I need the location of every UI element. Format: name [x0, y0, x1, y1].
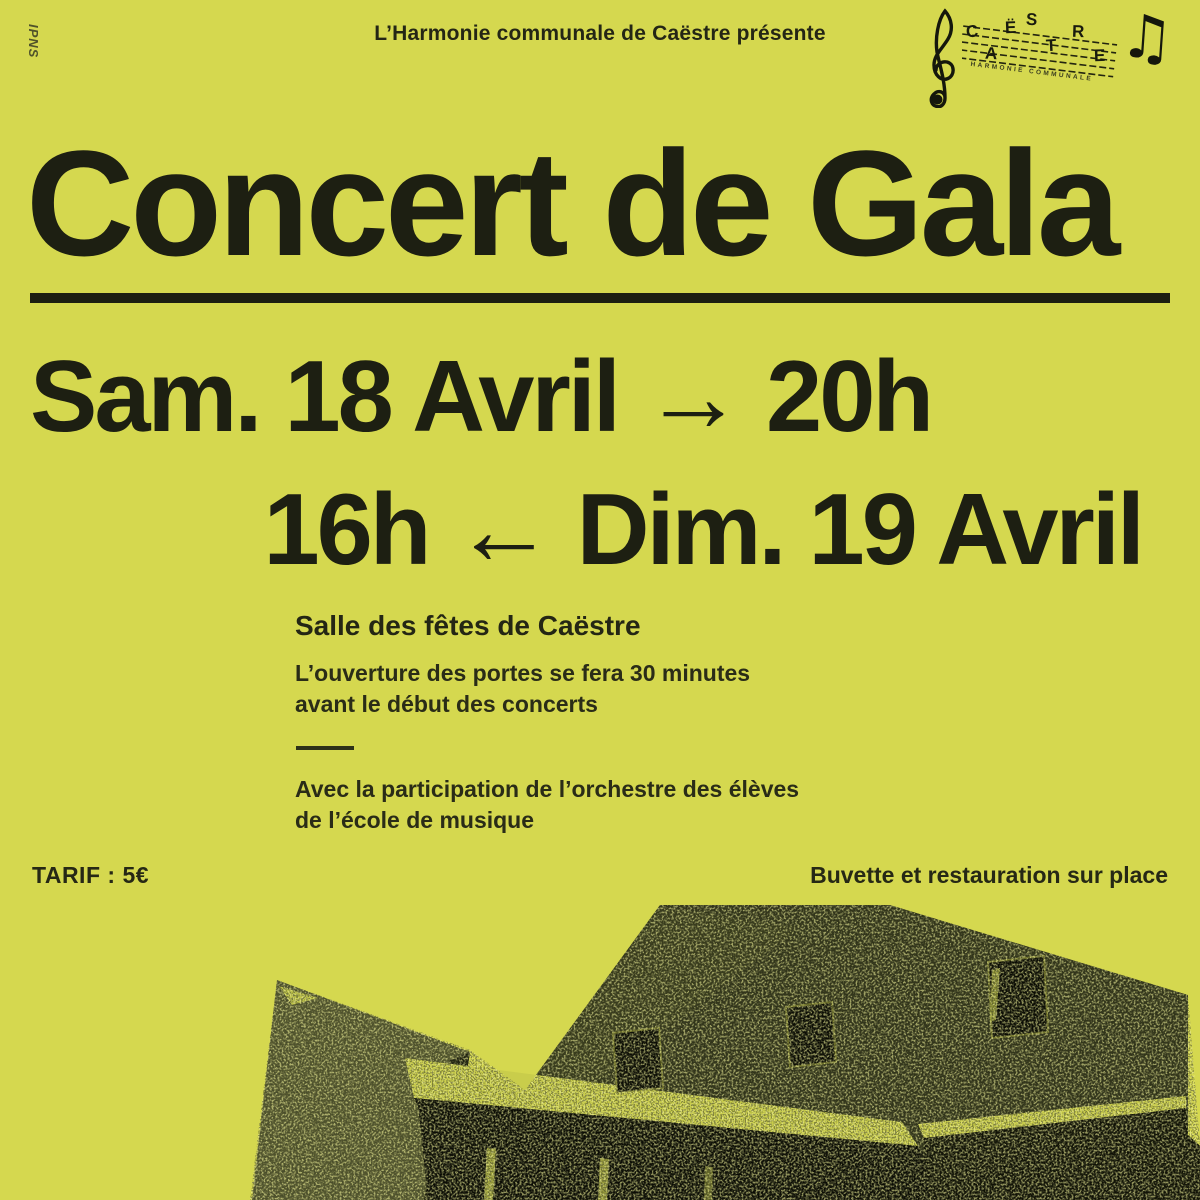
building-photo	[0, 900, 1200, 1200]
doors-info-line2: avant le début des concerts	[295, 691, 598, 717]
amenities-label: Buvette et restauration sur place	[810, 862, 1168, 888]
presenter-line: L’Harmonie communale de Caëstre présente	[374, 22, 826, 45]
participation-line2: de l’école de musique	[295, 807, 535, 833]
harmony-logo	[926, 1, 1177, 106]
price-label: TARIF : 5€	[32, 862, 150, 888]
logo-letter: R	[1071, 21, 1085, 42]
title-rule	[30, 293, 1170, 303]
venue-name: Salle des fêtes de Caëstre	[295, 610, 641, 641]
participation-line1: Avec la participation de l’orchestre des élèves	[295, 776, 800, 802]
logo-letter: S	[1025, 9, 1039, 30]
logo-letter: E	[1093, 45, 1106, 66]
beamed-notes-icon: ♫	[1117, 1, 1177, 75]
treble-clef-icon	[926, 8, 962, 108]
logo-subtext: HARMONIE COMMUNALE	[970, 60, 1094, 83]
logo-letter: Ë	[1004, 17, 1017, 38]
venue-block	[295, 610, 915, 836]
logo-letter: C	[965, 21, 979, 42]
date-sunday: 16h ← Dim. 19 Avril	[263, 474, 1142, 586]
doors-info-line1: L’ouverture des portes se fera 30 minutes	[295, 660, 751, 686]
logo-letter: A	[984, 43, 998, 64]
logo-letter: T	[1045, 35, 1057, 56]
poster-title: Concert de Gala	[26, 119, 1117, 287]
divider-dash	[296, 746, 354, 750]
print-note: IPNS	[26, 24, 41, 59]
date-saturday: Sam. 18 Avril → 20h	[30, 341, 932, 453]
